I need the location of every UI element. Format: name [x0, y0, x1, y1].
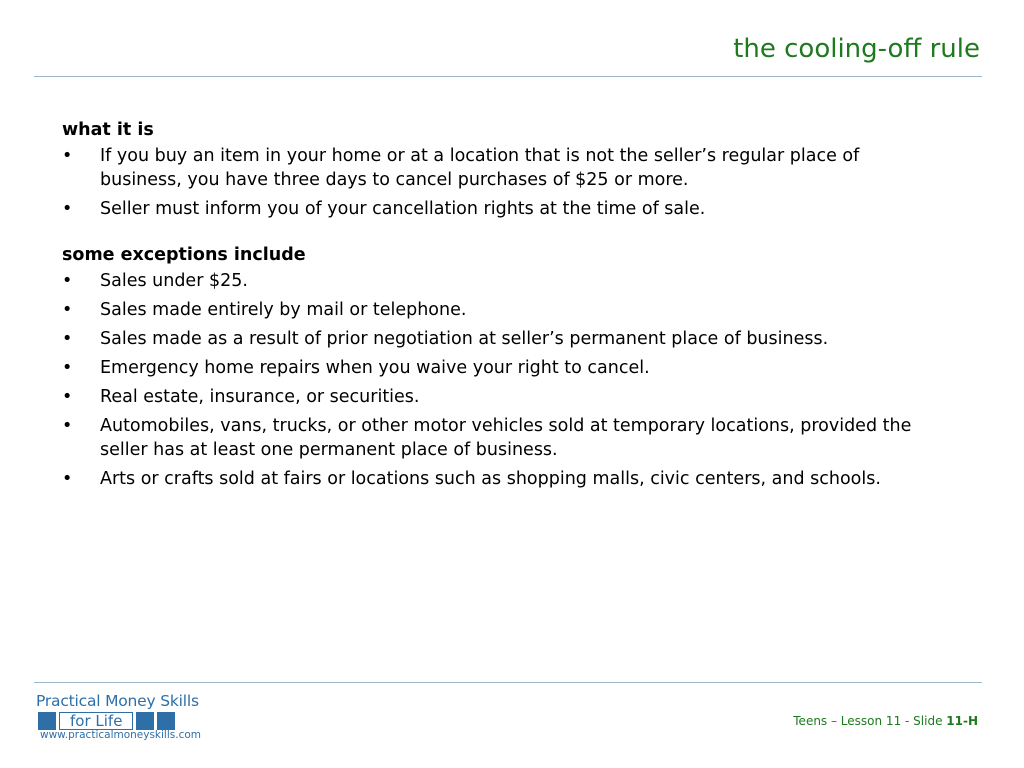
- bullet-icon: •: [62, 146, 73, 166]
- logo-url: www.practicalmoneyskills.com: [40, 729, 202, 741]
- section-heading: what it is: [62, 120, 154, 140]
- logo-square-icon: [157, 712, 175, 730]
- footer-slide-number: 11-H: [946, 714, 978, 728]
- bullet-list: [62, 269, 922, 491]
- footer-lesson-text: Teens – Lesson 11 - Slide: [793, 714, 947, 728]
- list-item: • Sales made entirely by mail or telephone.: [62, 300, 467, 320]
- logo-square-icon: [38, 712, 56, 730]
- bullet-icon: •: [62, 469, 73, 489]
- logo-tagline: for Life: [59, 712, 133, 730]
- logo-name: Practical Money Skills: [36, 692, 199, 710]
- list-item: • Seller must inform you of your cancellation rights at the time of sale.: [62, 199, 706, 219]
- section-exceptions: [62, 243, 922, 491]
- section-what-it-is: [62, 118, 922, 221]
- bullet-icon: •: [62, 387, 73, 407]
- bullet-icon: •: [62, 358, 73, 378]
- slide-title: the cooling-off rule: [733, 34, 980, 64]
- logo-boxes: [38, 712, 175, 730]
- bullet-icon: •: [62, 416, 73, 436]
- list-item: • Real estate, insurance, or securities.: [62, 387, 420, 407]
- bullet-icon: •: [62, 199, 73, 219]
- header-divider: [34, 76, 982, 77]
- list-item: • Automobiles, vans, trucks, or other motor vehicles sold at temporary locations, provided the seller has at least one permanent place of business.: [62, 416, 912, 460]
- bullet-icon: •: [62, 329, 73, 349]
- list-item: • Sales made as a result of prior negotiation at seller’s permanent place of business.: [62, 329, 829, 349]
- list-item: • Emergency home repairs when you waive your right to cancel.: [62, 358, 650, 378]
- slide-footer: [793, 714, 978, 728]
- list-item: • Sales under $25.: [62, 271, 248, 291]
- slide-content: [62, 118, 922, 496]
- footer-divider: [34, 682, 982, 683]
- practical-money-skills-logo: [36, 692, 236, 746]
- logo-square-icon: [136, 712, 154, 730]
- section-heading: some exceptions include: [62, 245, 306, 265]
- bullet-list: [62, 144, 922, 221]
- bullet-icon: •: [62, 300, 73, 320]
- list-item: • Arts or crafts sold at fairs or locations such as shopping malls, civic centers, and schools.: [62, 469, 881, 489]
- bullet-icon: •: [62, 271, 73, 291]
- list-item: • If you buy an item in your home or at a location that is not the seller’s regular place of business, you have three days to cancel purchases of $25 or more.: [62, 146, 860, 190]
